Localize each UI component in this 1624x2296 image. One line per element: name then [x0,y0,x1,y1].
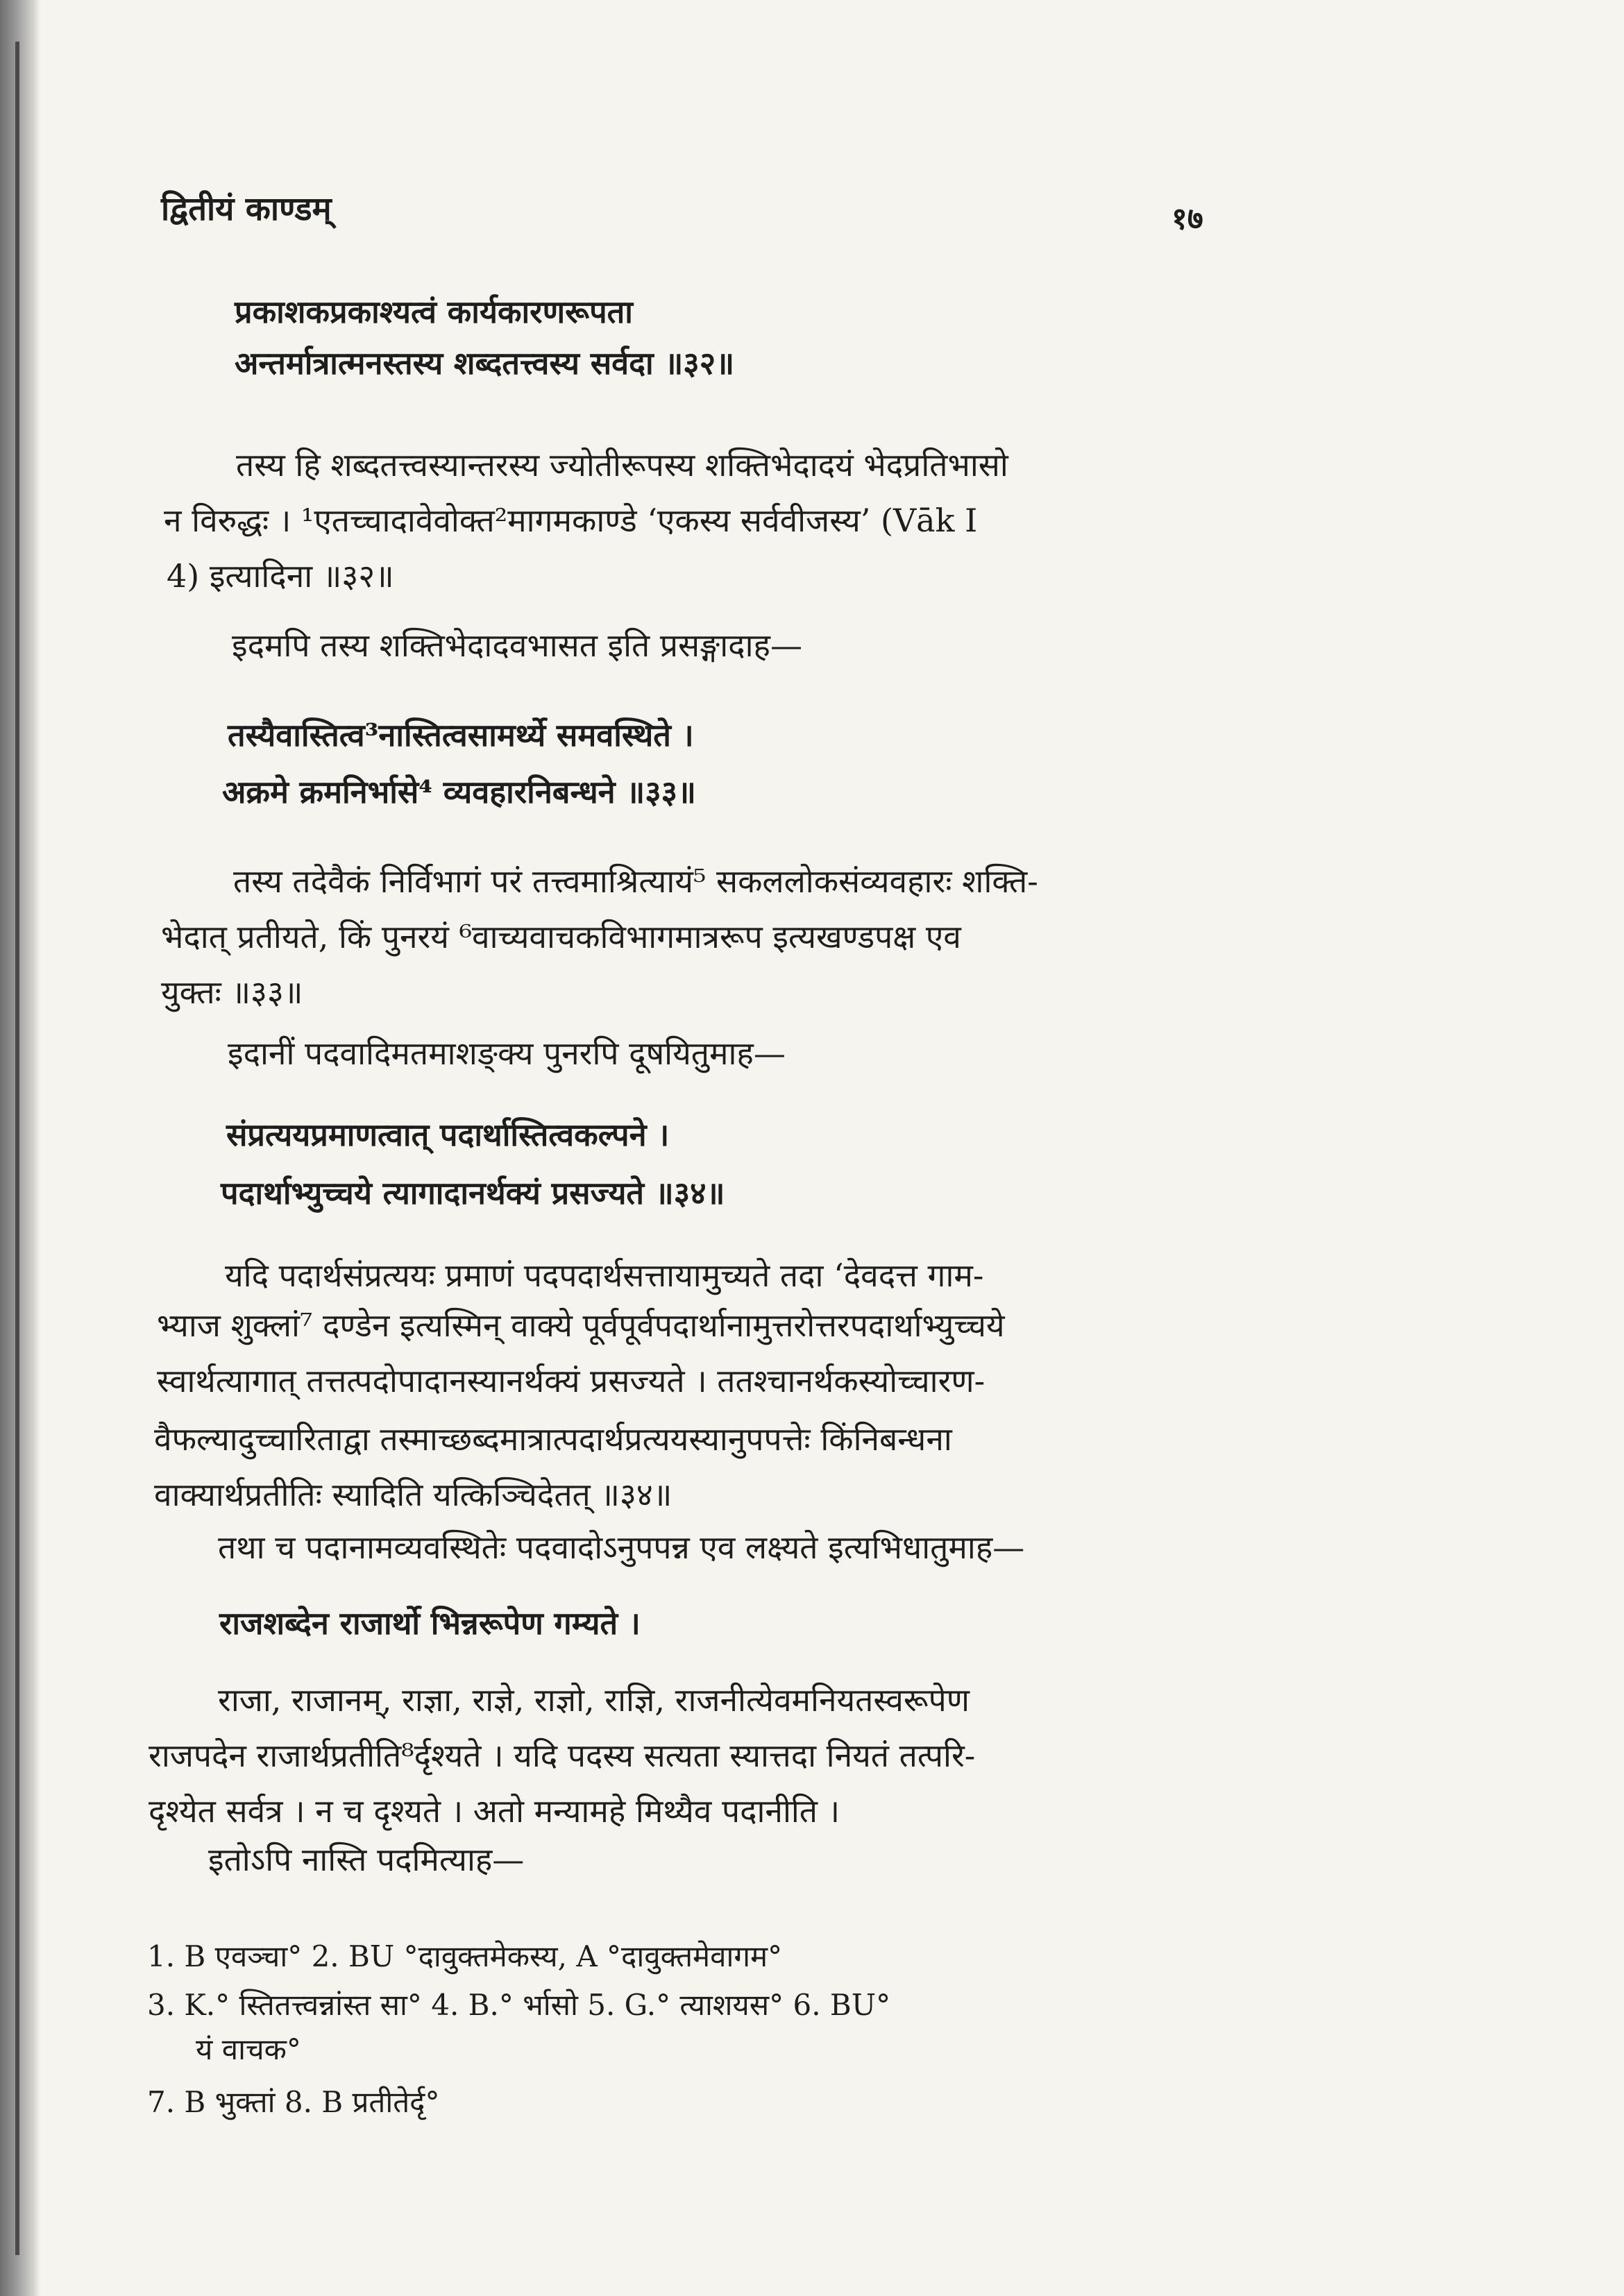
commentary-line: तस्य तदेवैकं निर्विभागं परं तत्त्वमाश्रित्यायं⁵ सकललोकसंव्यवहारः शक्ति- [233,862,1038,900]
intro-line: इदानीं पदवादिमतमाशङ्क्य पुनरपि दूषयितुमाह— [228,1035,786,1072]
footnote-line: 3. K.° स्तितत्त्वन्नांस्त सा° 4. B.° र्भासो 5. G.° त्याशयस° 6. BU° [147,1988,891,2022]
page-number: १७ [1172,201,1203,237]
commentary-line: वाक्यार्थप्रतीतिः स्यादिति यत्किञ्चिदेतत् ॥३४॥ [154,1476,673,1513]
commentary-line: न विरुद्धः । ¹एतच्चादावेवोक्त²मागमकाण्डे ‘एकस्य सर्ववीजस्य’ (Vāk I [164,502,978,539]
verse-33-line-2: अक्रमे क्रमनिर्भासे⁴ व्यवहारनिबन्धने ॥३३॥ [222,774,696,810]
commentary-line: राजा, राजानम्, राज्ञा, राज्ञे, राज्ञो, राज्ञि, राजनीत्येवमनियतस्वरूपेण [218,1681,970,1719]
footnote-line: यं वाचक° [196,2032,301,2066]
commentary-line: राजपदेन राजार्थप्रतीति⁸र्दृश्यते । यदि पदस्य सत्यता स्यात्तदा नियतं तत्परि- [149,1737,976,1774]
footnote-line: 7. B भुक्तां 8. B प्रतीतेर्दृ° [147,2085,440,2119]
verse-34-line-2: पदार्थाभ्युच्चये त्यागादानर्थक्यं प्रसज्यते ॥३४॥ [221,1175,725,1211]
commentary-line: भेदात् प्रतीयते, किं पुनरयं ⁶वाच्यवाचकविभागमात्ररूप इत्यखण्डपक्ष एव [161,918,961,955]
commentary-line: युक्तः ॥३३॥ [161,973,303,1011]
binding-shadow [0,0,40,2296]
commentary-line: दृश्येत सर्वत्र । न च दृश्यते । अतो मन्यामहे मिथ्यैव पदानीति । [149,1792,840,1830]
verse-fragment: राजशब्देन राजार्थो भिन्नरूपेण गम्यते । [219,1605,641,1642]
commentary-line: 4) इत्यादिना ॥३२॥ [167,557,394,595]
commentary-line: तस्य हि शब्दतत्त्वस्यान्तरस्य ज्योतीरूपस्य शक्तिभेदादयं भेदप्रतिभासो [236,446,1008,484]
intro-line: इदमपि तस्य शक्तिभेदादवभासत इति प्रसङ्गादाह— [232,627,802,664]
running-title: द्वितीयं काण्डम् [161,190,332,228]
verse-32-line-1: प्रकाशकप्रकाश्यत्वं कार्यकारणरूपता [235,294,633,330]
binding-edge [15,42,19,2255]
intro-line: तथा च पदानामव्यवस्थितेः पदवादोऽनुपपन्न एव लक्ष्यते इत्यभिधातुमाह— [218,1529,1025,1566]
commentary-line: स्वार्थत्यागात् तत्तत्पदोपादानस्यानर्थक्यं प्रसज्यते । ततश्चानर्थकस्योच्चारण- [157,1362,986,1400]
verse-33-line-1: तस्यैवास्तित्व³नास्तित्वसामर्थ्ये समवस्थिते । [228,717,694,754]
verse-34-line-1: संप्रत्ययप्रमाणत्वात् पदार्थास्तित्वकल्पने । [226,1116,670,1153]
intro-line: इतोऽपि नास्ति पदमित्याह— [208,1841,525,1878]
commentary-line: वैफल्यादुच्चारिताद्वा तस्माच्छब्दमात्रात्पदार्थप्रत्ययस्यानुपपत्तेः किंनिबन्धना [154,1420,952,1458]
commentary-line: यदि पदार्थसंप्रत्ययः प्रमाणं पदपदार्थसत्तायामुच्यते तदा ‘देवदत्त गाम- [225,1257,984,1294]
footnote-line: 1. B एवञ्चा° 2. BU °दावुक्तमेकस्य, A °दावुक्तमेवागम° [147,1939,783,1973]
verse-32-line-2: अन्तर्मात्रात्मनस्तस्य शब्दतत्त्वस्य सर्वदा ॥३२॥ [235,345,735,382]
commentary-line: भ्याज शुक्लां⁷ दण्डेन इत्यस्मिन् वाक्ये पूर्वपूर्वपदार्थानामुत्तरोत्तरपदार्थाभ्युच्चये [157,1307,1005,1344]
